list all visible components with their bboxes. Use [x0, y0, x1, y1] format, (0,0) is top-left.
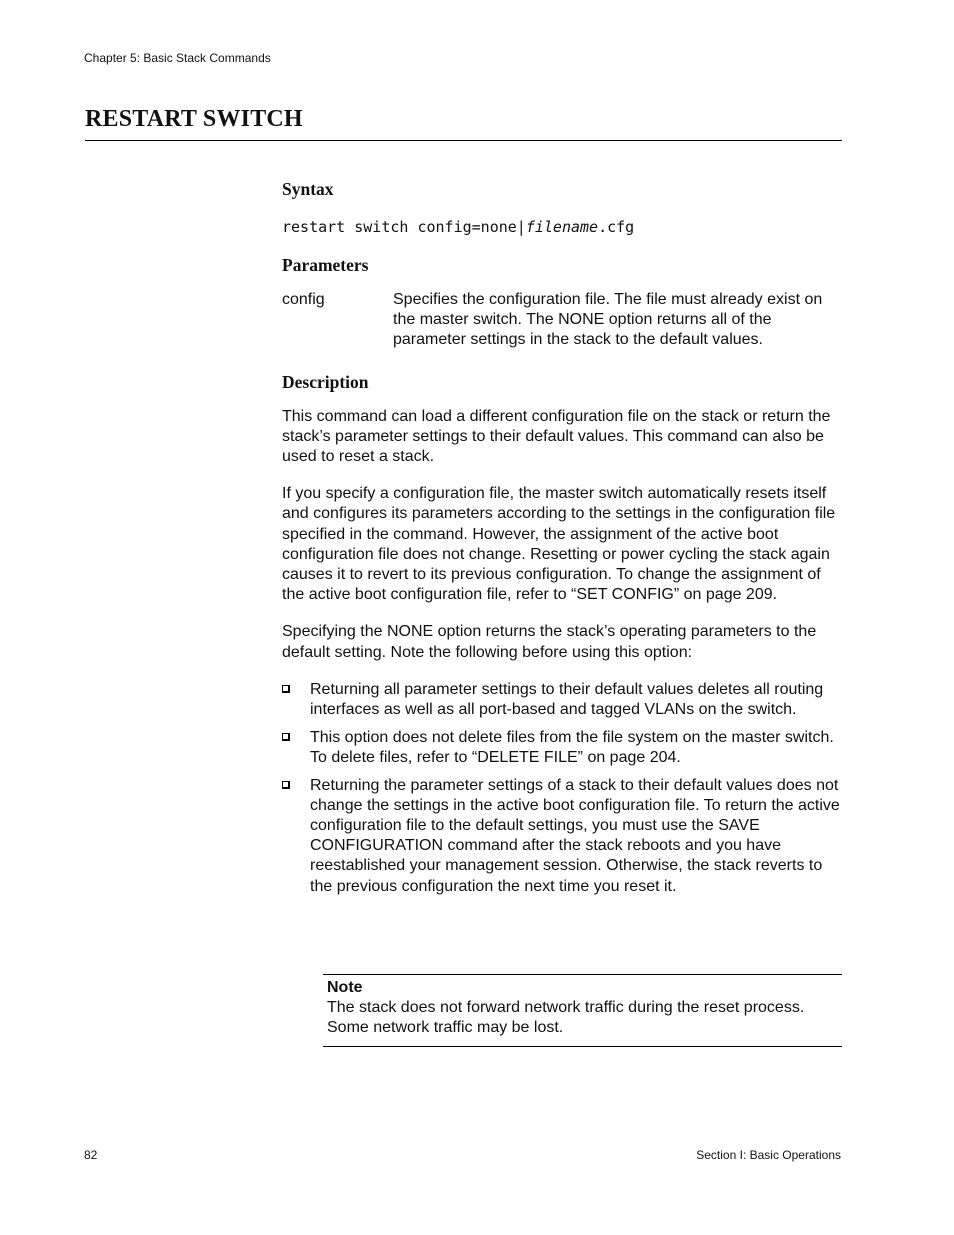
- checkbox-bullet-icon: [282, 733, 290, 741]
- running-header: Chapter 5: Basic Stack Commands: [84, 51, 271, 65]
- description-paragraph: Specifying the NONE option returns the stack’s operating parameters to the default setting. Note the following before using this option:: [282, 623, 817, 661]
- syntax-command-filename: filename: [525, 218, 599, 236]
- bullet-list: [282, 680, 842, 897]
- page-number: 82: [84, 1148, 98, 1162]
- list-item-text: Returning all parameter settings to their default values deletes all routing interfaces as well as all port-based and tagged VLANs on the switch.: [310, 680, 824, 719]
- list-item: [282, 728, 842, 768]
- syntax-command-suffix: .cfg: [598, 218, 635, 236]
- note-label: Note: [327, 979, 363, 996]
- list-item-text: Returning the parameter settings of a stack to their default values does not change the settings in the active boot configuration file. To return the active configuration file to the default settings, you must use the SAVE CONFIGURATION command after the stack reboots and you have reestablished your management session. Otherwise, the stack reverts to the previous configuration the next time you reset it.: [310, 776, 840, 895]
- parameter-row: [282, 290, 842, 351]
- checkbox-bullet-icon: [282, 685, 290, 693]
- parameter-description: Specifies the configuration file. The file must already exist on the master switch. The NONE option returns all of the parameter settings in the stack to the default values.: [393, 291, 823, 349]
- description-heading: Description: [282, 371, 369, 392]
- list-item: [282, 776, 842, 897]
- main-content: [282, 178, 842, 904]
- page-title: RESTART SWITCH: [85, 106, 303, 132]
- list-item-text: This option does not delete files from the file system on the master switch. To delete files, refer to “DELETE FILE” on page 204.: [310, 728, 834, 766]
- description-paragraph: This command can load a different configuration file on the stack or return the stack’s parameter settings to their default values. This command can also be used to reset a stack.: [282, 407, 831, 466]
- running-footer-section: Section I: Basic Operations: [696, 1148, 841, 1162]
- checkbox-bullet-icon: [282, 781, 290, 789]
- syntax-command: [282, 217, 842, 237]
- parameter-name: config: [282, 291, 325, 308]
- title-rule: [85, 140, 842, 141]
- list-item: [282, 680, 842, 720]
- description-paragraph: If you specify a configuration file, the master switch automatically resets itself and configures its parameters according to the settings in the configuration file specified in the command. However, the assignment of the active boot configuration file does not change. Resetting or power cycling the stack again causes it to revert to its previous configuration. To change the assignment of the active boot configuration file, refer to “SET CONFIG” on page 209.: [282, 485, 836, 604]
- note-text: The stack does not forward network traffic during the reset process. Some network traffic may be lost.: [327, 999, 805, 1037]
- parameters-heading: Parameters: [282, 255, 369, 275]
- syntax-command-prefix: restart switch config=none|: [282, 218, 526, 236]
- syntax-heading: Syntax: [282, 179, 334, 199]
- note-box: [323, 974, 842, 1047]
